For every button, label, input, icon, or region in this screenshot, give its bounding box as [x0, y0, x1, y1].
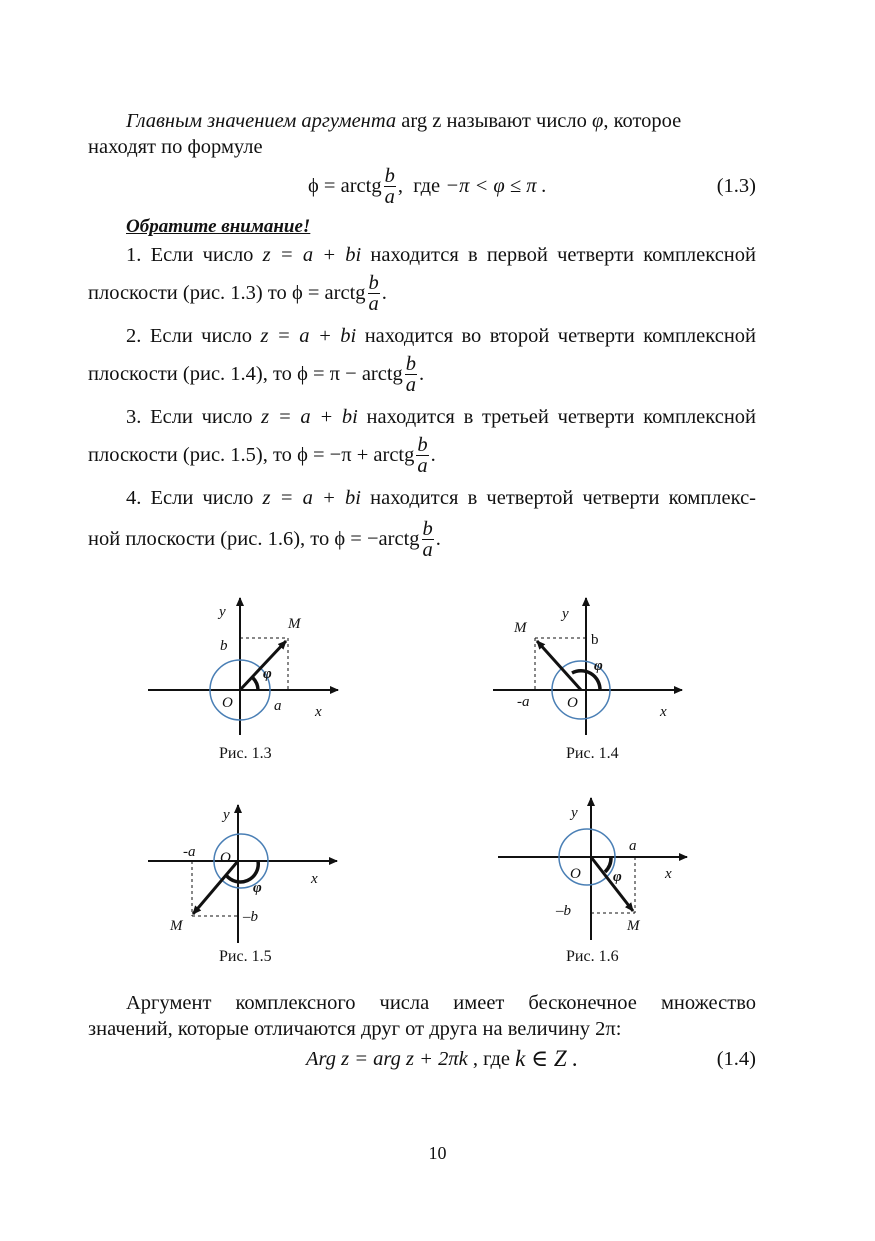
- fraction-b-a: [384, 166, 396, 207]
- case-text: 3. Если число: [126, 406, 262, 428]
- figure-1-6: [493, 795, 703, 943]
- notice-heading: Обратите внимание!: [126, 216, 311, 237]
- arg-z: arg z: [401, 110, 442, 132]
- label-y: y: [223, 807, 230, 823]
- case-4-line-2: [88, 516, 756, 562]
- period: .: [430, 443, 436, 466]
- fraction-den: a: [384, 185, 395, 208]
- figure-1-4: [488, 590, 698, 735]
- label-phi: φ: [263, 666, 272, 682]
- caption-1-4: Рис. 1.4: [566, 745, 619, 762]
- label-phi: φ: [613, 869, 622, 885]
- period: .: [419, 362, 425, 385]
- label-y: y: [562, 606, 569, 622]
- label-x: x: [660, 704, 667, 720]
- fraction-b-a: [368, 273, 380, 314]
- case-text: ной плоскости (рис. 1.6), то: [88, 527, 335, 550]
- caption-1-3: Рис. 1.3: [219, 745, 272, 762]
- formula-1-3: [88, 163, 756, 209]
- case-text: находится в четвертой четверти комплекс-: [360, 487, 757, 509]
- label-o: O: [222, 695, 233, 711]
- case-1-line-1: [88, 242, 756, 268]
- figure-1-3: [140, 590, 350, 735]
- label-b: b: [591, 632, 599, 648]
- term-main-argument: Главным значением аргумента: [126, 110, 397, 132]
- label-a: -a: [183, 844, 196, 860]
- label-o: O: [570, 866, 581, 882]
- formula-1-4-text: Arg z = arg z + 2πk: [306, 1047, 468, 1070]
- label-m: M: [627, 918, 640, 934]
- label-b: –b: [556, 903, 571, 919]
- fraction-den: a: [405, 373, 417, 396]
- case-text: находится во второй четверти комплексной: [356, 325, 757, 347]
- z-expression: z = a + bi: [260, 325, 357, 347]
- closing-line-1: Аргумент комплексного числа имеет бесконечное множество: [126, 992, 756, 1014]
- label-a: a: [629, 838, 637, 854]
- phi-symbol: φ: [592, 110, 604, 132]
- label-a: -a: [517, 694, 530, 710]
- case-4-line-1: [88, 485, 756, 511]
- closing-line-2: значений, которые отличаются друг от друга на величину 2π:: [88, 1018, 622, 1040]
- intro-text-1: называют число: [441, 110, 592, 132]
- formula-1-3-mid: , где: [397, 174, 446, 197]
- label-phi: φ: [594, 658, 603, 674]
- label-b: b: [220, 638, 228, 654]
- case-3-line-1: [88, 404, 756, 430]
- case-1-line-2: [88, 270, 756, 316]
- fraction-num: b: [422, 517, 433, 540]
- case-2-line-1: [88, 323, 756, 349]
- fraction-b-a: [405, 354, 417, 395]
- case-formula: ϕ = −arctg: [334, 527, 420, 550]
- label-y: y: [571, 805, 578, 821]
- formula-1-4-mid: , где: [467, 1047, 516, 1070]
- angle-arc: [253, 678, 258, 690]
- period: .: [381, 281, 387, 304]
- case-text: находится в третьей четверти комплексной: [357, 406, 757, 428]
- formula-1-4-number: (1.4): [716, 1047, 756, 1070]
- case-text: 1. Если число: [126, 244, 263, 266]
- label-m: M: [514, 620, 527, 636]
- case-text: 4. Если число: [126, 487, 263, 509]
- fraction-den: a: [368, 292, 379, 315]
- case-formula: ϕ = −π + arctg: [297, 443, 415, 466]
- case-formula: ϕ = arctg: [291, 281, 366, 304]
- fraction-den: a: [417, 454, 428, 477]
- z-expression: z = a + bi: [261, 406, 358, 428]
- fraction-num: b: [405, 352, 417, 375]
- fraction-num: b: [384, 164, 395, 187]
- formula-1-3-lhs: ϕ = arctg: [308, 174, 382, 197]
- figure-1-5: [143, 795, 353, 943]
- z-expression: z = a + bi: [262, 244, 362, 266]
- case-3-line-2: [88, 432, 756, 478]
- case-text: плоскости (рис. 1.4), то: [88, 362, 298, 385]
- page-number: 10: [428, 1143, 447, 1163]
- label-o: O: [567, 695, 578, 711]
- vector-om: [537, 641, 581, 690]
- formula-1-3-number: (1.3): [716, 174, 756, 197]
- label-x: x: [665, 866, 672, 882]
- fraction-num: b: [417, 433, 428, 456]
- fraction-b-a: [416, 435, 428, 476]
- fraction-den: a: [422, 538, 433, 561]
- period: .: [435, 527, 441, 550]
- formula-1-4: [88, 1036, 756, 1082]
- label-a: a: [274, 698, 282, 714]
- intro-paragraph: [88, 108, 756, 134]
- case-text: плоскости (рис. 1.3) то: [88, 281, 292, 304]
- intro-line-2: находят по формуле: [88, 136, 263, 158]
- case-2-line-2: [88, 351, 756, 397]
- angle-arc: [605, 857, 611, 872]
- caption-1-5: Рис. 1.5: [219, 948, 272, 965]
- label-o: O: [220, 850, 231, 866]
- case-text: находится в первой четверти комплексной: [361, 244, 756, 266]
- label-b: –b: [243, 909, 258, 925]
- z-expression: z = a + bi: [262, 487, 361, 509]
- intro-text-2: , которое: [603, 110, 682, 132]
- label-y: y: [219, 604, 226, 620]
- label-x: x: [311, 871, 318, 887]
- caption-1-6: Рис. 1.6: [566, 948, 619, 965]
- case-text: 2. Если число: [126, 325, 261, 347]
- label-m: M: [288, 616, 301, 632]
- formula-1-3-condition: −π < φ ≤ π .: [445, 174, 547, 197]
- vector-om: [591, 857, 633, 911]
- fraction-num: b: [368, 271, 379, 294]
- case-text: плоскости (рис. 1.5), то: [88, 443, 298, 466]
- label-m: M: [170, 918, 183, 934]
- label-phi: φ: [253, 880, 262, 896]
- fraction-b-a: [422, 519, 434, 560]
- label-x: x: [315, 704, 322, 720]
- case-formula: ϕ = π − arctg: [297, 362, 403, 385]
- formula-1-4-condition: k ∈ Z .: [515, 1046, 579, 1071]
